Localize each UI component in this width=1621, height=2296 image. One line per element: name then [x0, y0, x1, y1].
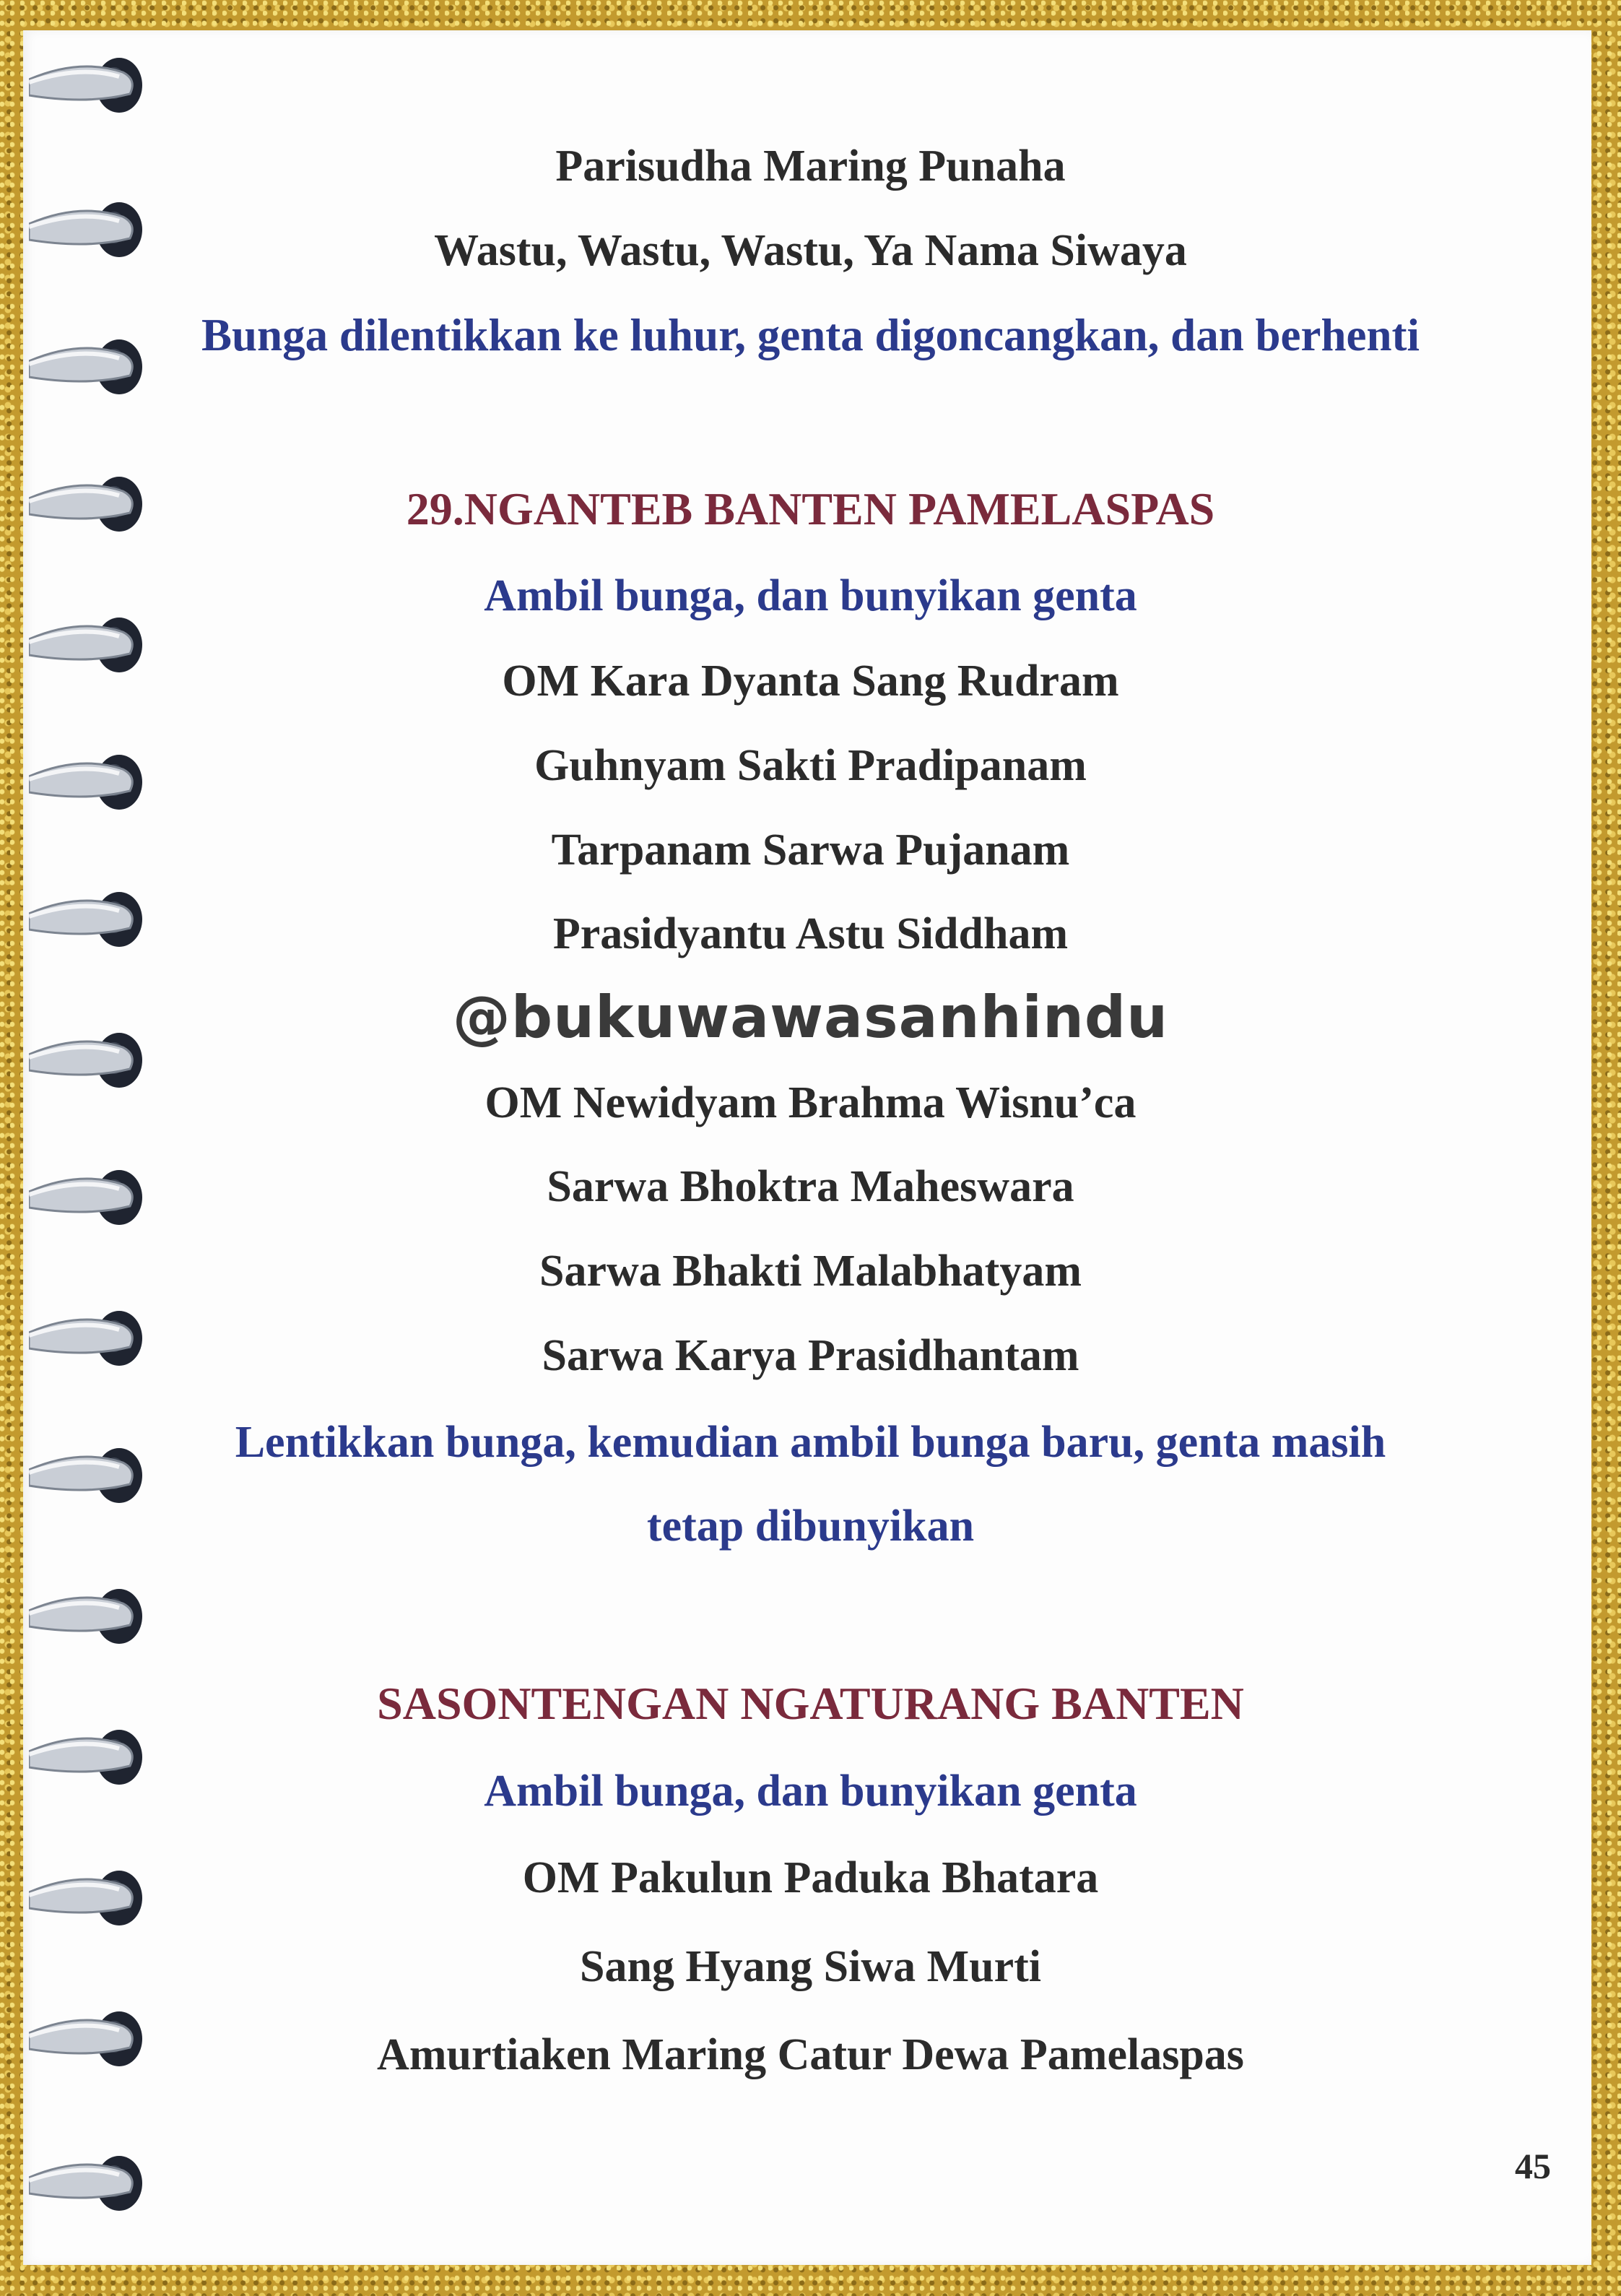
instruction-line: tetap dibunyikan — [646, 1502, 975, 1551]
instruction-line: Lentikkan bunga, kemudian ambil bunga baru, genta masih — [235, 1418, 1386, 1467]
instruction-line: Ambil bunga, dan bunyikan genta — [484, 1767, 1137, 1816]
mantra-line: Wastu, Wastu, Wastu, Ya Nama Siwaya — [434, 226, 1187, 275]
page-number: 45 — [1515, 2146, 1551, 2186]
mantra-line: Parisudha Maring Punaha — [555, 142, 1066, 191]
mantra-line: OM Pakulun Paduka Bhatara — [522, 1853, 1099, 1902]
section-heading: SASONTENGAN NGATURANG BANTEN — [377, 1678, 1244, 1729]
mantra-line: Tarpanam Sarwa Pujanam — [551, 826, 1070, 875]
mantra-line: Sang Hyang Siwa Murti — [579, 1942, 1042, 1991]
mantra-line: OM Kara Dyanta Sang Rudram — [502, 657, 1119, 706]
binding-ring-icon — [29, 2149, 148, 2217]
mantra-line: OM Newidyam Brahma Wisnu’ca — [484, 1078, 1137, 1127]
section-heading: 29.NGANTEB BANTEN PAMELASPAS — [406, 483, 1215, 534]
mantra-line: Sarwa Karya Prasidhantam — [542, 1331, 1079, 1380]
mantra-line: Amurtiaken Maring Catur Dewa Pamelaspas — [377, 2030, 1244, 2079]
binding-ring-icon — [29, 51, 148, 119]
notebook-page — [23, 30, 1591, 2265]
instruction-line: Bunga dilentikkan ke luhur, genta digoncangkan, dan berhenti — [201, 310, 1420, 360]
mantra-line: Sarwa Bhoktra Maheswara — [547, 1162, 1074, 1211]
instruction-line: Ambil bunga, dan bunyikan genta — [484, 571, 1137, 620]
binding-ring-icon — [29, 1582, 148, 1650]
watermark-handle: @bukuwawasanhindu — [452, 984, 1169, 1051]
mantra-line: Sarwa Bhakti Malabhatyam — [539, 1247, 1082, 1296]
mantra-line: Prasidyantu Astu Siddham — [552, 909, 1069, 958]
mantra-line: Guhnyam Sakti Pradipanam — [534, 741, 1087, 790]
